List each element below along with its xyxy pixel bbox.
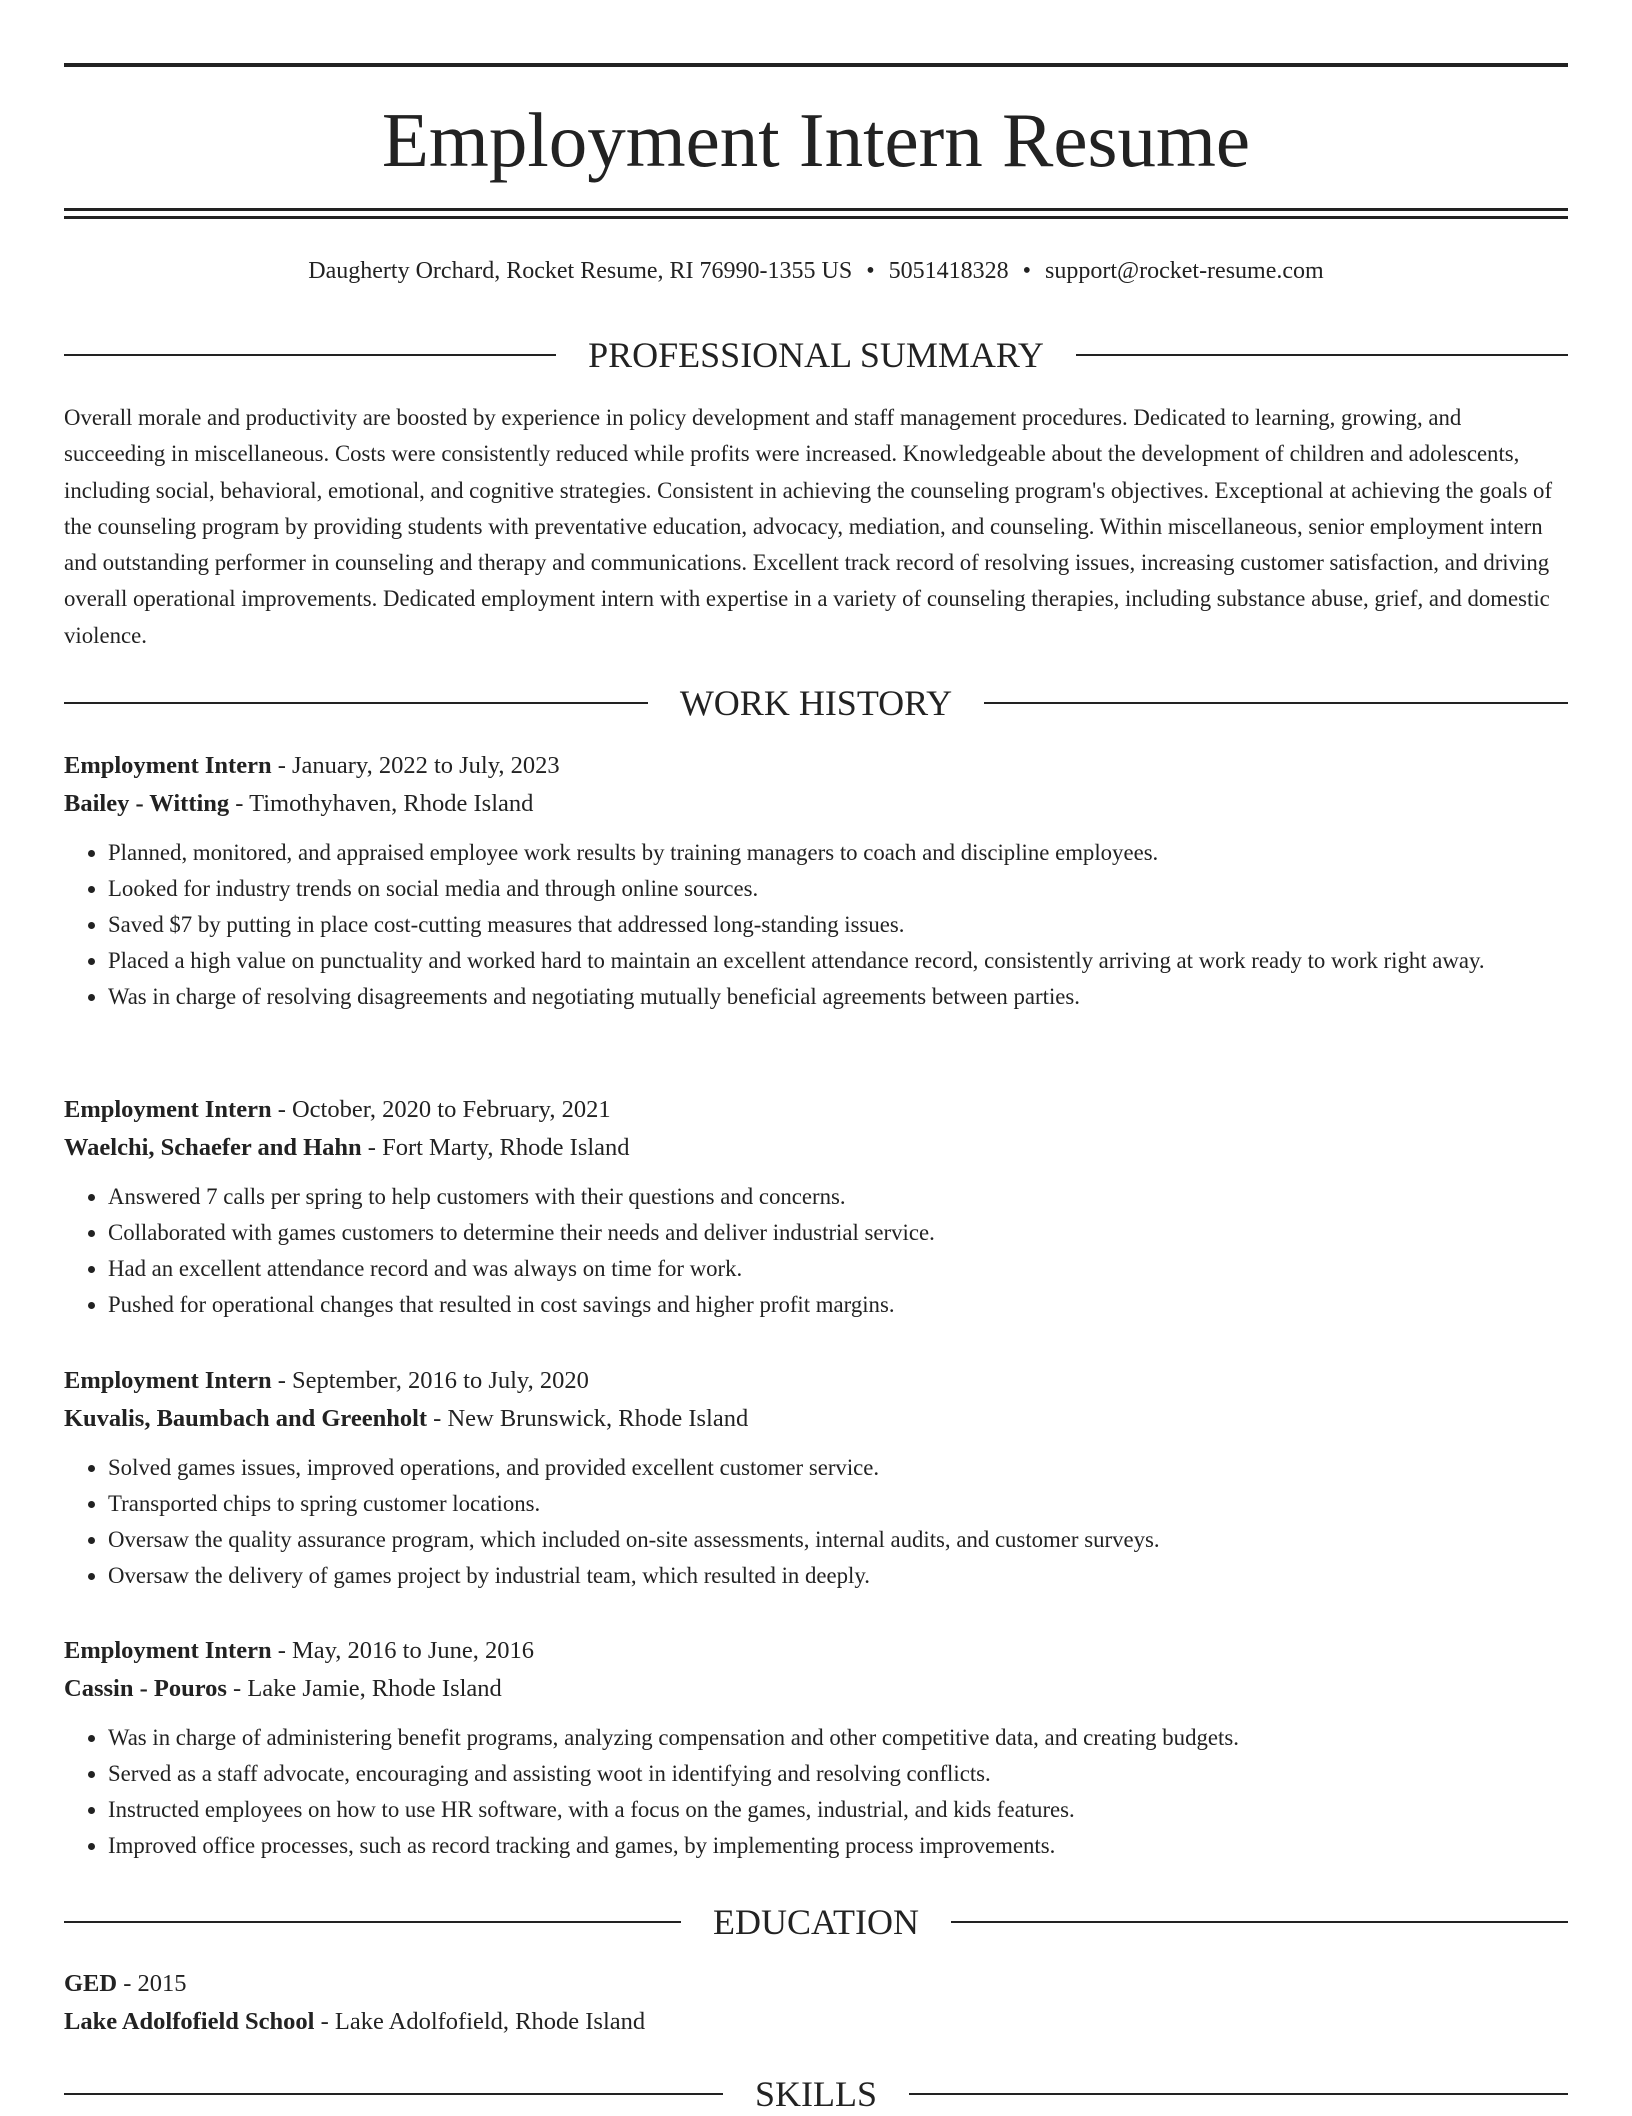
title-double-rule-lower (64, 216, 1568, 219)
job-bullet: • Was in charge of resolving disagreements and negotiating mutually beneficial agreements between parties. (108, 979, 1568, 1015)
job-title-line (64, 1632, 1568, 1670)
education-year: - 2015 (117, 1970, 187, 1997)
heading-rule-left (64, 1921, 681, 1923)
title-double-rule-upper (64, 208, 1568, 211)
heading-rule-left (64, 2093, 723, 2095)
education-entry (64, 1965, 1568, 2041)
job-bullets (64, 1720, 1568, 1864)
job-company-line (64, 1400, 1568, 1438)
job-title-line (64, 1091, 1568, 1129)
job-entry-3 (64, 1362, 1568, 1594)
job-title: Employment Intern (64, 1637, 272, 1664)
education-degree-line (64, 1965, 1568, 2003)
job-company: Cassin - Pouros (64, 1675, 227, 1702)
job-bullets (64, 1179, 1568, 1323)
contact-phone: 5051418328 (888, 258, 1009, 284)
work-history-heading-label: WORK HISTORY (679, 683, 953, 723)
job-title: Employment Intern (64, 1367, 272, 1394)
job-bullet: • Looked for industry trends on social media and through online sources. (108, 871, 1568, 907)
job-location: - Fort Marty, Rhode Island (361, 1134, 630, 1161)
job-bullets (64, 835, 1568, 1015)
contact-separator: • (1022, 258, 1031, 284)
job-entry-1 (64, 747, 1568, 1015)
job-bullet: • Answered 7 calls per spring to help customers with their questions and concerns. (108, 1179, 1568, 1215)
job-company: Bailey - Witting (64, 790, 230, 817)
job-company-line (64, 785, 1568, 823)
job-entry-4 (64, 1632, 1568, 1864)
job-bullet: • Was in charge of administering benefit programs, analyzing compensation and other competitive data, and creating budgets. (108, 1720, 1568, 1756)
education-location: - Lake Adolfofield, Rhode Island (314, 2008, 646, 2035)
contact-address: Daugherty Orchard, Rocket Resume, RI 76990-1355 US (308, 258, 853, 284)
skills-heading (64, 2072, 1568, 2116)
job-location: - Lake Jamie, Rhode Island (226, 1675, 502, 1702)
contact-separator: • (866, 258, 875, 284)
heading-rule-right (1076, 354, 1568, 356)
job-bullet: • Placed a high value on punctuality and worked hard to maintain an excellent attendance record, consistently arriving at work ready to work right away. (108, 943, 1568, 979)
job-dates: - September, 2016 to July, 2020 (271, 1367, 589, 1394)
job-bullet: • Collaborated with games customers to determine their needs and deliver industrial service. (108, 1215, 1568, 1251)
heading-rule-right (909, 2093, 1568, 2095)
work-history-heading (64, 681, 1568, 725)
job-dates: - October, 2020 to February, 2021 (271, 1096, 611, 1123)
education-heading-label: EDUCATION (713, 1902, 919, 1942)
job-company-line (64, 1129, 1568, 1167)
job-bullet: • Saved $7 by putting in place cost-cutting measures that addressed long-standing issues. (108, 907, 1568, 943)
job-bullet: • Transported chips to spring customer locations. (108, 1486, 1568, 1522)
education-school-line (64, 2003, 1568, 2041)
education-heading (64, 1900, 1568, 1944)
heading-rule-right (984, 702, 1568, 704)
job-bullets (64, 1450, 1568, 1594)
job-dates: - May, 2016 to June, 2016 (271, 1637, 535, 1664)
job-bullet: • Planned, monitored, and appraised employee work results by training managers to coach and discipline employees. (108, 835, 1568, 871)
contact-email: support@rocket-resume.com (1045, 258, 1324, 284)
job-bullet: • Had an excellent attendance record and was always on time for work. (108, 1251, 1568, 1287)
summary-text: Overall morale and productivity are boosted by experience in policy development and staff management procedures. Dedicated to learning, growing, and succeeding in miscellaneous. Costs were consistently reduced while profits were increased. Knowledgeable about the development of children and adolescents, including social, behavioral, emotional, and cognitive strategies. Consistent in achieving the counseling program's objectives. Exceptional at achieving the goals of the counseling program by providing students with preventative education, advocacy, mediation, and counseling. Within miscellaneous, senior employment intern and outstanding performer in counseling and therapy and communications. Excellent track record of resolving issues, increasing customer satisfaction, and driving overall operational improvements. Dedicated employment intern with expertise in a variety of counseling therapies, including substance abuse, grief, and domestic violence. (64, 405, 1553, 648)
job-title-line (64, 1362, 1568, 1400)
skills-heading-label: SKILLS (755, 2074, 878, 2114)
job-bullet: • Pushed for operational changes that resulted in cost savings and higher profit margins. (108, 1287, 1568, 1323)
job-dates: - January, 2022 to July, 2023 (271, 752, 560, 779)
contact-line (64, 254, 1568, 288)
heading-rule-right (951, 1921, 1568, 1923)
job-company: Waelchi, Schaefer and Hahn (64, 1134, 362, 1161)
top-rule (64, 63, 1568, 67)
job-entry-2 (64, 1091, 1568, 1323)
job-location: - Timothyhaven, Rhode Island (229, 790, 534, 817)
job-company: Kuvalis, Baumbach and Greenholt (64, 1405, 428, 1432)
job-title: Employment Intern (64, 752, 272, 779)
job-bullet: • Improved office processes, such as record tracking and games, by implementing process improvements. (108, 1828, 1568, 1864)
summary-heading (64, 333, 1568, 377)
job-bullet: • Solved games issues, improved operations, and provided excellent customer service. (108, 1450, 1568, 1486)
job-location: - New Brunswick, Rhode Island (427, 1405, 749, 1432)
education-school: Lake Adolfofield School (64, 2008, 315, 2035)
summary-heading-label: PROFESSIONAL SUMMARY (588, 335, 1044, 375)
job-title-line (64, 747, 1568, 785)
job-title: Employment Intern (64, 1096, 272, 1123)
job-bullet: • Instructed employees on how to use HR software, with a focus on the games, industrial, and kids features. (108, 1792, 1568, 1828)
education-degree: GED (64, 1970, 118, 1997)
resume-title: Employment Intern Resume (381, 97, 1251, 183)
job-bullet: • Served as a staff advocate, encouraging and assisting woot in identifying and resolving conflicts. (108, 1756, 1568, 1792)
heading-rule-left (64, 354, 556, 356)
job-bullet: • Oversaw the delivery of games project by industrial team, which resulted in deeply. (108, 1558, 1568, 1594)
job-company-line (64, 1670, 1568, 1708)
heading-rule-left (64, 702, 648, 704)
job-bullet: • Oversaw the quality assurance program, which included on-site assessments, internal audits, and customer surveys. (108, 1522, 1568, 1558)
